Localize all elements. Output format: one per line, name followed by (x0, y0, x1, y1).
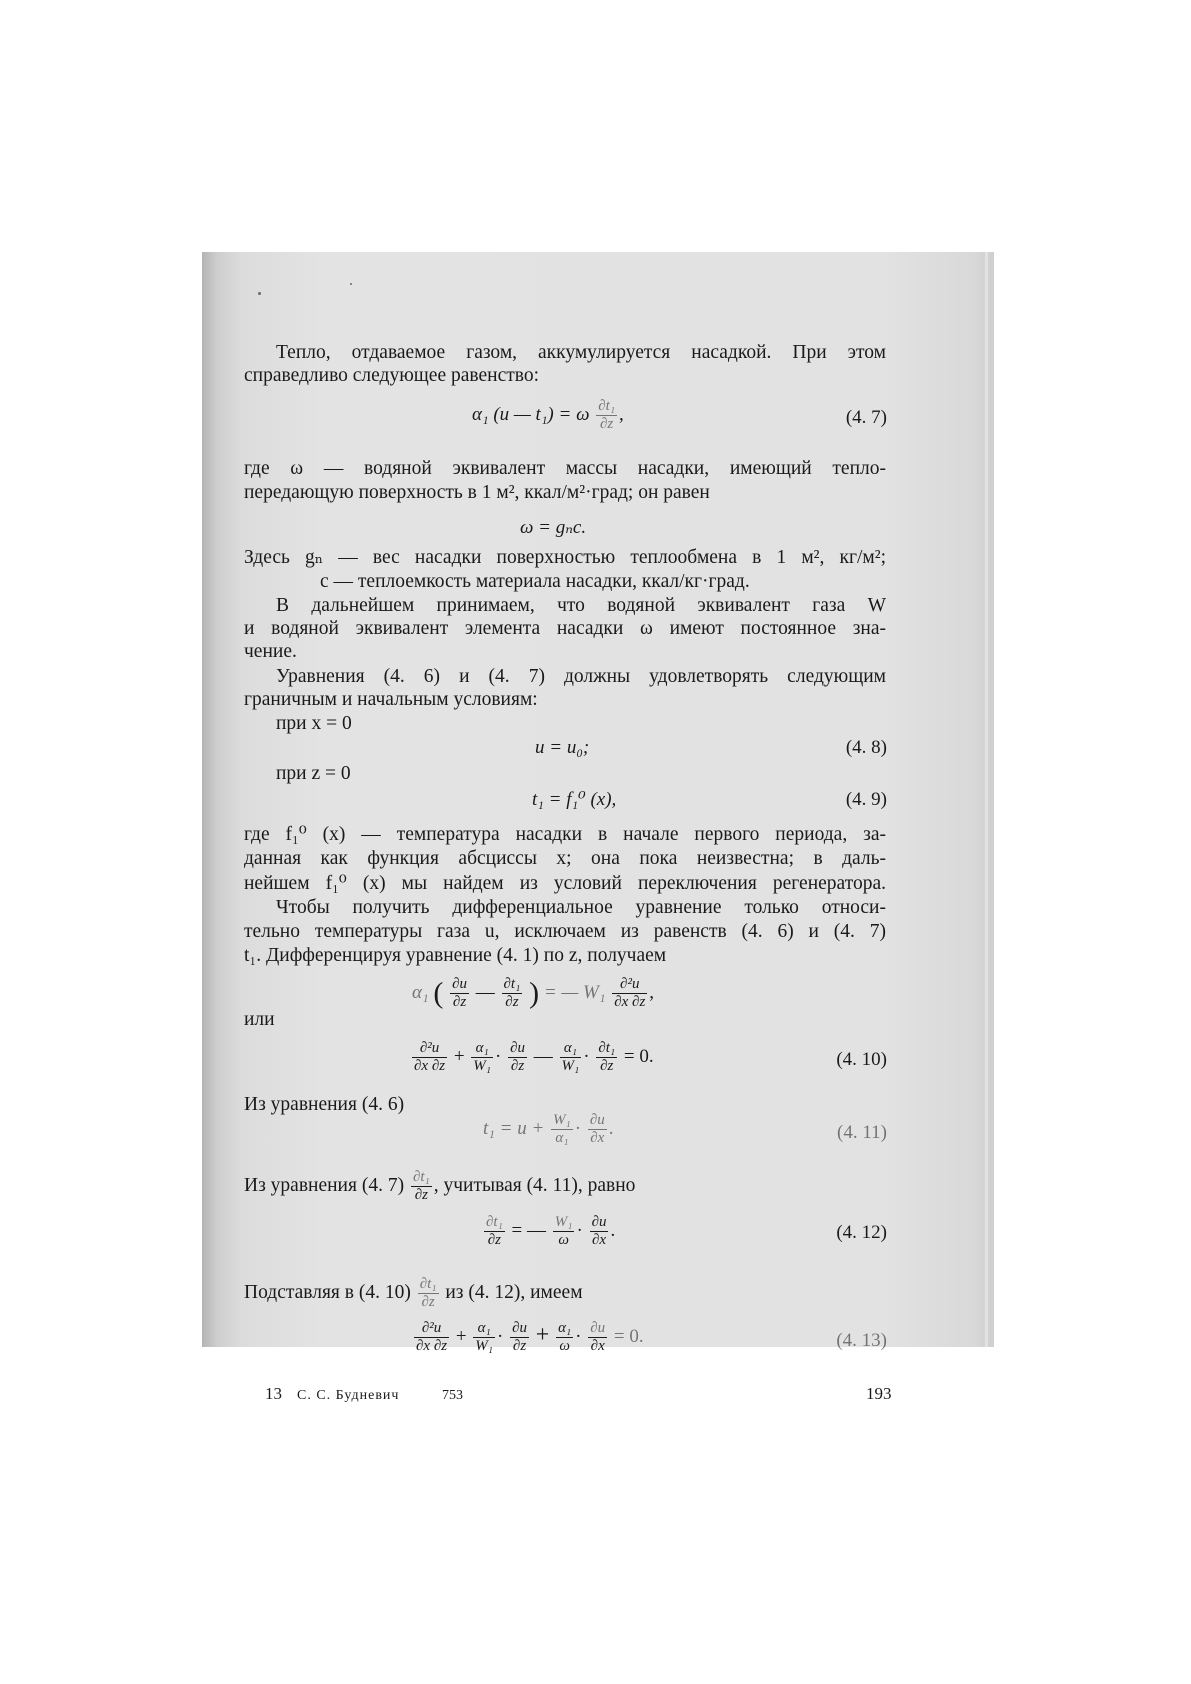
equation-number: (4. 9) (845, 789, 887, 810)
paragraph-line: Здесь gₙ — вес насадки поверхностью теплообмена в 1 м², кг/м²; (244, 547, 886, 568)
fraction-numerator: ∂u (512, 1320, 528, 1336)
fraction-numerator: ∂t₁ (598, 1040, 616, 1056)
fraction-denominator: ∂z (508, 1057, 527, 1075)
eq-lhs: t₁ = u + (483, 1117, 545, 1139)
paragraph-line: где ω — водяной эквивалент массы насадки, имеющий тепло- (244, 458, 886, 479)
word-or: или (244, 1009, 275, 1030)
fraction (588, 1112, 607, 1147)
text-span: Подставляя в (4. 10) (244, 1281, 411, 1303)
fraction-numerator: α₁ (558, 1320, 572, 1336)
fraction-denominator: ∂z (418, 1293, 439, 1311)
paragraph-line: c — теплоемкость материала насадки, ккал/кг·град. (320, 571, 750, 592)
paragraph-line: и водяной эквивалент элемента насадки ω имеют постоянное зна- (244, 618, 886, 639)
fraction (414, 1320, 449, 1355)
eq-tail: , (649, 981, 655, 1003)
paragraph-line: данная как функция абсциссы x; она пока неизвестна; в даль- (244, 848, 886, 869)
fraction-denominator: ∂z (502, 993, 523, 1011)
fraction-denominator: ∂z (450, 993, 469, 1011)
paragraph-line (244, 1169, 635, 1204)
fraction (588, 1320, 607, 1355)
paragraph-line: Тепло, отдаваемое газом, аккумулируется насадкой. При этом (276, 342, 886, 363)
eq-tail: = 0. (623, 1045, 654, 1067)
scan-speck (350, 283, 352, 285)
fraction-denominator: ∂x ∂z (414, 1058, 446, 1074)
fraction (590, 1214, 609, 1249)
operator: = — (511, 1219, 547, 1241)
fraction (418, 1276, 439, 1311)
operator: — (533, 1045, 553, 1067)
operator: + (535, 1321, 550, 1348)
equation-differentiated (412, 976, 654, 1011)
paragraph-line: Из уравнения (4. 6) (244, 1094, 405, 1115)
paragraph-line: граничным и начальным условиям: (244, 689, 538, 710)
fraction (411, 1169, 432, 1204)
fraction-denominator: ∂x (588, 1129, 607, 1147)
paragraph-line: нейшем f₁⁰ (x) мы найдем из условий переключения регенератора. (244, 873, 886, 894)
equation-number: (4. 13) (836, 1330, 887, 1351)
paragraph-line (244, 1276, 583, 1311)
eq-tail: . (608, 1117, 614, 1139)
paragraph-line: где f₁⁰ (x) — температура насадки в начале первого периода, за- (244, 824, 886, 845)
fraction-denominator: ∂x ∂z (416, 1338, 448, 1354)
fraction-numerator: α₁ (477, 1320, 491, 1336)
fraction (484, 1214, 505, 1249)
eq-rhs: = — W₁ (543, 981, 606, 1003)
fraction (510, 1320, 529, 1355)
equation-4-7 (472, 398, 624, 433)
fraction-denominator: ∂z (484, 1231, 505, 1249)
paragraph-line: тельно температуры газа u, исключаем из равенств (4. 6) и (4. 7) (244, 921, 886, 942)
author-name: С. С. Будневич (297, 1388, 400, 1403)
fraction (556, 1320, 573, 1355)
eq-tail: = 0. (613, 1325, 644, 1347)
fraction-denominator: α₁ (551, 1129, 573, 1147)
fraction-denominator: ∂x (588, 1337, 607, 1355)
fraction (560, 1040, 582, 1075)
equation-number: (4. 10) (836, 1049, 887, 1070)
equation-number: (4. 8) (845, 737, 887, 758)
fraction-numerator: ∂u (591, 1214, 607, 1230)
fraction-numerator: ∂²u (421, 1320, 442, 1336)
fraction-numerator: ∂t₁ (486, 1214, 503, 1230)
operator: + (455, 1325, 467, 1347)
fraction-numerator: ∂t₁ (503, 976, 521, 992)
eq-lhs: α₁ (u — t₁) = ω (472, 403, 590, 425)
eq-tail: , (619, 403, 624, 425)
fraction-numerator: α₁ (475, 1040, 489, 1056)
eq-tail: . (610, 1219, 616, 1241)
fraction-denominator: W₁ (473, 1058, 492, 1074)
fraction-numerator: ∂²u (620, 976, 640, 992)
fraction-numerator: ∂u (510, 1040, 526, 1056)
fraction-denominator: W₁ (561, 1058, 580, 1074)
fraction (612, 976, 647, 1011)
paragraph-line: В дальнейшем принимаем, что водяной эквивалент газа W (276, 595, 886, 616)
paragraph-line: Чтобы получить дифференциальное уравнение только относи- (276, 897, 886, 918)
operator: + (453, 1045, 465, 1067)
fraction-denominator: ∂z (596, 415, 617, 433)
paragraph-line: передающую поверхность в 1 м², ккал/м²·град; он равен (244, 482, 710, 503)
fraction (553, 1214, 575, 1249)
eq-lhs: α₁ (412, 981, 429, 1003)
equation-4-8: u = u₀; (535, 737, 590, 758)
paragraph-line: t₁. Дифференцируя уравнение (4. 1) по z, получаем (244, 945, 667, 966)
equation-4-9: t₁ = f₁⁰ (x), (532, 789, 617, 810)
fraction-denominator: ω (553, 1231, 575, 1249)
page-number: 193 (866, 1384, 892, 1403)
paren-open: ( (433, 976, 444, 1010)
equation-4-12: $\frac{\text{∂t₁}}{\partial z}$ = — $\frac{\text{W₁}}{\omega}$ · $\frac{\partial u}{\partial x}$ . (486, 1214, 616, 1248)
paren-close: ) (529, 976, 540, 1010)
equation-4-11: t₁ = u + $\frac{\text{W₁}}{\text{α₁}}$ · $\frac{\partial u}{\partial x}$ . (483, 1112, 614, 1146)
fraction (473, 1320, 495, 1355)
paragraph-line: чение. (244, 641, 297, 662)
fraction-denominator: ∂z (596, 1057, 617, 1075)
text-span: из (4. 12), имеем (445, 1281, 583, 1303)
fraction-denominator: ∂x (590, 1231, 609, 1249)
text-span: , учитывая (4. 11), равно (433, 1174, 636, 1196)
fraction-numerator: ∂²u (419, 1040, 440, 1056)
fraction-numerator: ∂u (590, 1320, 606, 1336)
fraction-numerator: ∂u (589, 1112, 605, 1128)
signature-mark: 13 (265, 1384, 282, 1403)
fraction-numerator: ∂u (452, 976, 468, 992)
fraction-denominator: ω (556, 1337, 573, 1355)
fraction-numerator: ∂t₁ (412, 1169, 430, 1185)
equation-number: (4. 11) (837, 1122, 887, 1143)
paragraph-line: Уравнения (4. 6) и (4. 7) должны удовлетворять следующим (276, 666, 886, 687)
fraction (471, 1040, 493, 1075)
fraction-denominator: ∂z (510, 1337, 529, 1355)
fraction-numerator: W₁ (554, 1214, 573, 1230)
fraction-denominator: ∂x ∂z (614, 994, 646, 1010)
equation-number: (4. 7) (845, 407, 887, 428)
fraction-denominator: ∂z (411, 1186, 432, 1204)
equation-4-13: $\frac{\text{∂²u}}{\partial x \partial z}$ + $\frac{\text{α₁}}{\text{W₁}}$ · $\frac{\partial u}{\partial z}$ + $\frac{\text{α₁}}{\omega}$ · $\frac{\partial u}{\partial x}$ = 0. (416, 1320, 644, 1354)
fraction (450, 976, 469, 1011)
text-span: Из уравнения (4. 7) (244, 1174, 405, 1196)
scan-speck (258, 292, 261, 295)
fraction-denominator: W₁ (475, 1338, 494, 1354)
fraction-numerator: W₁ (553, 1112, 571, 1128)
fraction (596, 398, 617, 433)
operator: — (475, 981, 495, 1003)
paragraph-line: справедливо следующее равенство: (244, 365, 540, 386)
equation-number: (4. 12) (836, 1222, 887, 1243)
fraction (551, 1112, 573, 1147)
fraction-numerator: ∂t₁ (598, 398, 616, 414)
fraction-numerator: α₁ (563, 1040, 577, 1056)
fraction (502, 976, 523, 1011)
equation-omega: ω = gₙc. (520, 517, 587, 538)
fraction (596, 1040, 617, 1075)
condition-z: при z = 0 (276, 763, 351, 784)
fraction-numerator: ∂t₁ (419, 1276, 437, 1292)
equation-4-10: $\frac{\text{∂²u}}{\partial x \partial z}$ + $\frac{\text{α₁}}{\text{W₁}}$ · $\frac{\partial u}{\partial z}$ — $\frac{\text{α₁}}{\text{W₁}}$ · $\frac{\text{∂t₁}}{\partial z}$ = 0. (414, 1040, 654, 1074)
fraction (508, 1040, 527, 1075)
print-code: 753 (442, 1388, 463, 1403)
condition-x: при x = 0 (276, 713, 352, 734)
fraction (412, 1040, 447, 1075)
